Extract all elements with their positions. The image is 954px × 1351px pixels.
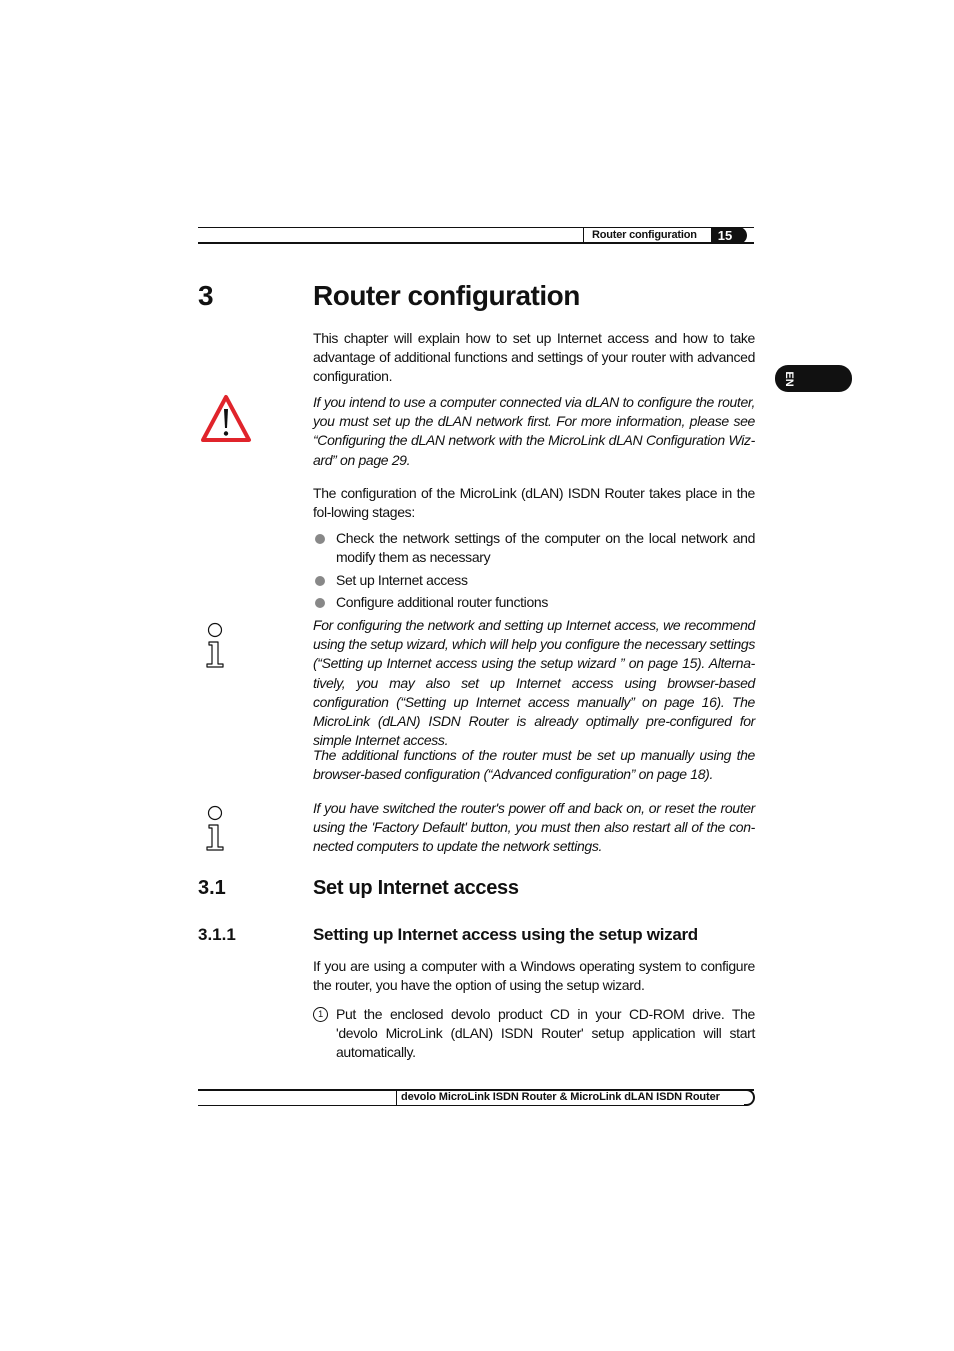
- list-item: [313, 593, 755, 613]
- bullet-icon: [315, 598, 325, 608]
- page-number: [711, 227, 747, 244]
- section-title: Set up Internet access: [313, 877, 519, 899]
- subsection-title: Setting up Internet access using the setup wizard: [313, 925, 698, 944]
- running-title: Router configuration: [592, 229, 697, 241]
- header-divider: [583, 227, 584, 243]
- info-note-1b: The additional functions of the router must be set up manually using the browser-based configuration (“Advanced configuration” on page 18).: [313, 747, 755, 783]
- section-number: 3.1: [198, 877, 226, 899]
- subsection-number: 3.1.1: [198, 925, 236, 944]
- footer-rule-bottom: [198, 1105, 746, 1106]
- warning-note: If you intend to use a computer connected via dLAN to configure the router, you must set up the dLAN network first. For more information, please see “Configuring the dLAN network with the MicroLink dLAN Configuration Wiz-ard” on page 29.: [313, 394, 755, 468]
- page-number-text: 15: [717, 228, 733, 243]
- warning-icon: [200, 394, 252, 444]
- list-item: [313, 529, 755, 569]
- list-item: [313, 571, 755, 591]
- stages-intro: The configuration of the MicroLink (dLAN) ISDN Router takes place in the fol-lowing stages:: [313, 485, 755, 521]
- footer-product-title: devolo MicroLink ISDN Router & MicroLink dLAN ISDN Router: [401, 1091, 720, 1103]
- subsection-intro: If you are using a computer with a Windows operating system to configure the router, you have the option of using the setup wizard.: [313, 958, 755, 994]
- bullet-icon: [315, 534, 325, 544]
- info-icon: [202, 805, 228, 853]
- step-text: Put the enclosed devolo product CD in your CD-ROM drive. The 'devolo MicroLink (dLAN) ISDN Router' setup application will start automatically.: [336, 1006, 755, 1061]
- list-item-text: Check the network settings of the computer on the local network and modify them as necessary: [336, 530, 755, 566]
- info-note-1: For configuring the network and setting up Internet access, we recommend using the setup wizard, which will help you configure the necessary settings (“Setting up Internet access using the setup wizard ” on page 15). Alterna-tively, you may also set up Internet access using browser-based configuration (“Setting up Internet access manually” on page 16). The MicroLink (dLAN) ISDN Router is already optimally pre-configured for simple Internet access.: [313, 617, 755, 749]
- footer-divider: [396, 1089, 397, 1106]
- chapter-number: 3: [198, 280, 214, 311]
- step-item: [313, 1005, 755, 1061]
- list-item-text: Configure additional router functions: [336, 594, 548, 610]
- header-rule-top: [198, 227, 754, 228]
- language-tab-label: EN: [783, 371, 795, 387]
- chapter-intro: This chapter will explain how to set up Internet access and how to take advantage of additional functions and settings of your router with advanced configuration.: [313, 330, 755, 385]
- bullet-icon: [315, 576, 325, 586]
- info-icon: [202, 622, 228, 670]
- footer-end-cap: [744, 1089, 755, 1106]
- chapter-title: Router configuration: [313, 280, 580, 311]
- info-note-2: If you have switched the router's power off and back on, or reset the router using the 'Factory Default' button, you must then also restart all of the con-nected computers to update the network settings.: [313, 800, 755, 855]
- list-item-text: Set up Internet access: [336, 572, 468, 588]
- header-rule-bottom: [198, 242, 754, 244]
- step-number-marker: 1: [313, 1007, 328, 1022]
